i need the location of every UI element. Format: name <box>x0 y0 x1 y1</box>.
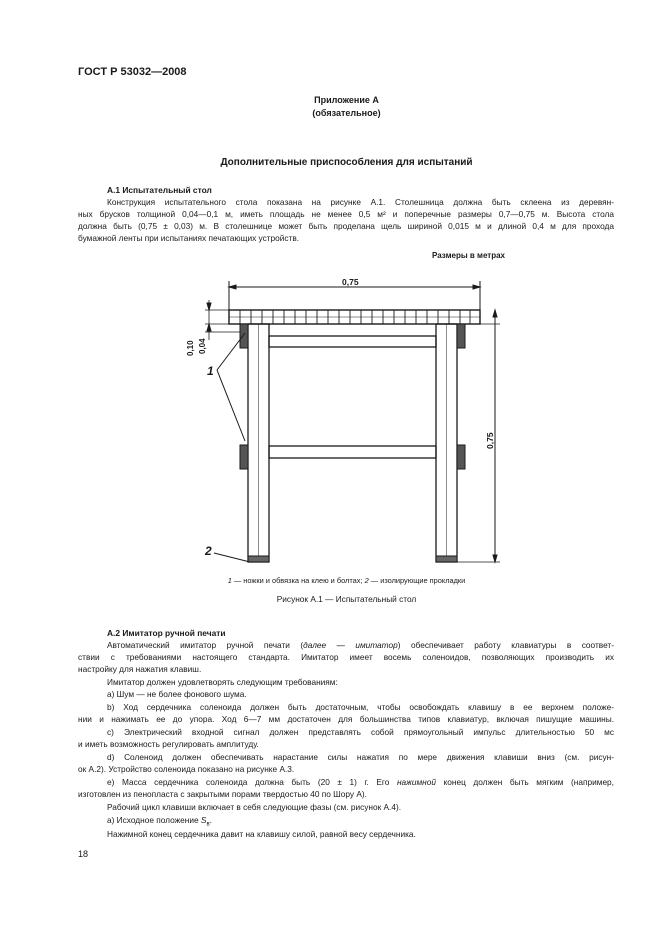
figure-caption: Рисунок А.1 — Испытательный стол <box>276 594 417 604</box>
dim-top-label-2: 0,04 <box>198 338 207 354</box>
bottom-rail <box>269 446 436 458</box>
a2-item-c-line-2: и иметь возможность регулировать амплитуду. <box>78 739 259 749</box>
figure-legend <box>78 576 615 585</box>
a1-line-2: ных брусков толщиной 0,04—0,1 м, иметь площадь не менее 0,5 м² и поперечные размеры 0,7—0,75 м. Высота стола <box>78 209 614 219</box>
a2-item-c-line-1: с) Электрический входной сигнал должен представлять собой прямоугольный импульс длительностью 50 мс <box>107 727 614 737</box>
a2-item-e-emphasis: нажимной <box>396 777 436 787</box>
a2-p1-line-3: настройку для нажатия клавиш. <box>78 664 202 674</box>
section-a1-heading: А.1 Испытательный стол <box>107 185 212 195</box>
a2-item-e-line-2: изготовлен из пенопласта с закрытыми порами твердостью 40 по Шору А). <box>78 789 367 799</box>
a2-p1-text-b: ) обеспечивает работу клавиатуры в соответ- <box>397 640 614 650</box>
dim-height-label: 0,75 <box>485 432 495 449</box>
phase-a-subscript: в <box>206 821 210 828</box>
callout-2-leader <box>214 553 250 562</box>
a2-p1-line-2: ствии с требованиями настоящего стандарта. Имитатор имеет восемь соленоидов, позволяющих производить их <box>78 652 614 662</box>
a1-line-4: бумажной ленты при испытаниях печатающих устройств. <box>78 233 300 243</box>
a2-item-e-line-1 <box>107 777 614 787</box>
a2-phase-a <box>107 815 212 828</box>
phase-a-symbol: S <box>200 815 207 825</box>
dim-top-label-1: 0,10 <box>186 340 195 356</box>
annex-title: Приложение А <box>314 95 379 105</box>
hatched-joints <box>240 324 465 469</box>
a2-item-b-line-2: нии и нажимать ее до упора. Ход 6—7 мм достаточен для большинства типов клавиатур, включая пишущие машины. <box>78 714 614 724</box>
top-rail <box>269 336 436 347</box>
figure-units-note: Размеры в метрах <box>432 251 505 260</box>
left-pad <box>248 556 269 562</box>
phase-a-period: . <box>209 815 212 825</box>
legend-text-2: — изолирующие прокладки <box>368 576 466 585</box>
a1-line-1: Конструкция испытательного стола показана на рисунке А.1. Столешница должна быть склеена из деревян- <box>107 197 614 207</box>
page-number: 18 <box>78 849 89 859</box>
dim-width-label: 0,75 <box>342 277 359 287</box>
a2-item-d-line-1: d) Соленоид должен обеспечивать нарастание силы нажатия по мере движения клавиши вниз (см. рисун- <box>107 752 614 762</box>
annex-status: (обязательное) <box>312 108 381 118</box>
a2-item-b-line-1: b) Ход сердечника соленоида должен быть достаточным, чтобы освобождать клавишу в ее верхнем положе- <box>107 702 614 712</box>
width-arrow-right <box>473 285 480 289</box>
a2-p1-text-a: Автоматический имитатор ручной печати ( <box>107 640 304 650</box>
annex-heading: Дополнительные приспособления для испытаний <box>220 157 473 168</box>
right-pad <box>436 556 457 562</box>
callout-2-label: 2 <box>205 544 212 558</box>
a2-item-e-text-b: конец должен быть мягким (например, <box>435 777 614 787</box>
width-arrow-left <box>229 285 236 289</box>
callout-1-leader-bottom <box>217 370 245 441</box>
a1-line-3: должна быть (0,75 ± 0,03) м. В столешнице может быть проделана щель шириной 0,015 м и длиной 0,4 м для прохода <box>78 221 614 231</box>
document-header: ГОСТ Р 53032—2008 <box>78 66 187 78</box>
a2-cycle-intro: Рабочий цикл клавиши включает в себя следующие фазы (см. рисунок А.4). <box>107 802 402 812</box>
legend-number-2: 2 <box>364 576 369 585</box>
callout-1-label: 1 <box>207 364 214 378</box>
phase-a-text: а) Исходное положение <box>107 815 201 825</box>
legend-number-1: 1 <box>227 576 232 585</box>
section-a2-heading: А.2 Имитатор ручной печати <box>107 628 226 638</box>
a2-requirements-intro: Имитатор должен удовлетворять следующим требованиям: <box>107 677 338 687</box>
legend-text-1: — ножки и обвязка на клею и болтах; <box>231 576 365 585</box>
a2-item-e-text-a: е) Масса сердечника соленоида должна быть (20 ± 1) г. Его <box>107 777 397 787</box>
test-table-drawing <box>0 270 661 575</box>
a2-item-a: а) Шум — не более фонового шума. <box>107 689 247 699</box>
callout-1-leader-top <box>217 333 245 370</box>
a2-p1-emphasis: далее — имитатор <box>303 640 398 650</box>
a2-p1-line-1 <box>107 640 614 650</box>
a2-last-line: Нажимной конец сердечника давит на клавишу силой, равной весу сердечника. <box>107 829 416 839</box>
a2-item-d-line-2: ок А.2). Устройство соленоида показано на рисунке А.3. <box>78 764 295 774</box>
